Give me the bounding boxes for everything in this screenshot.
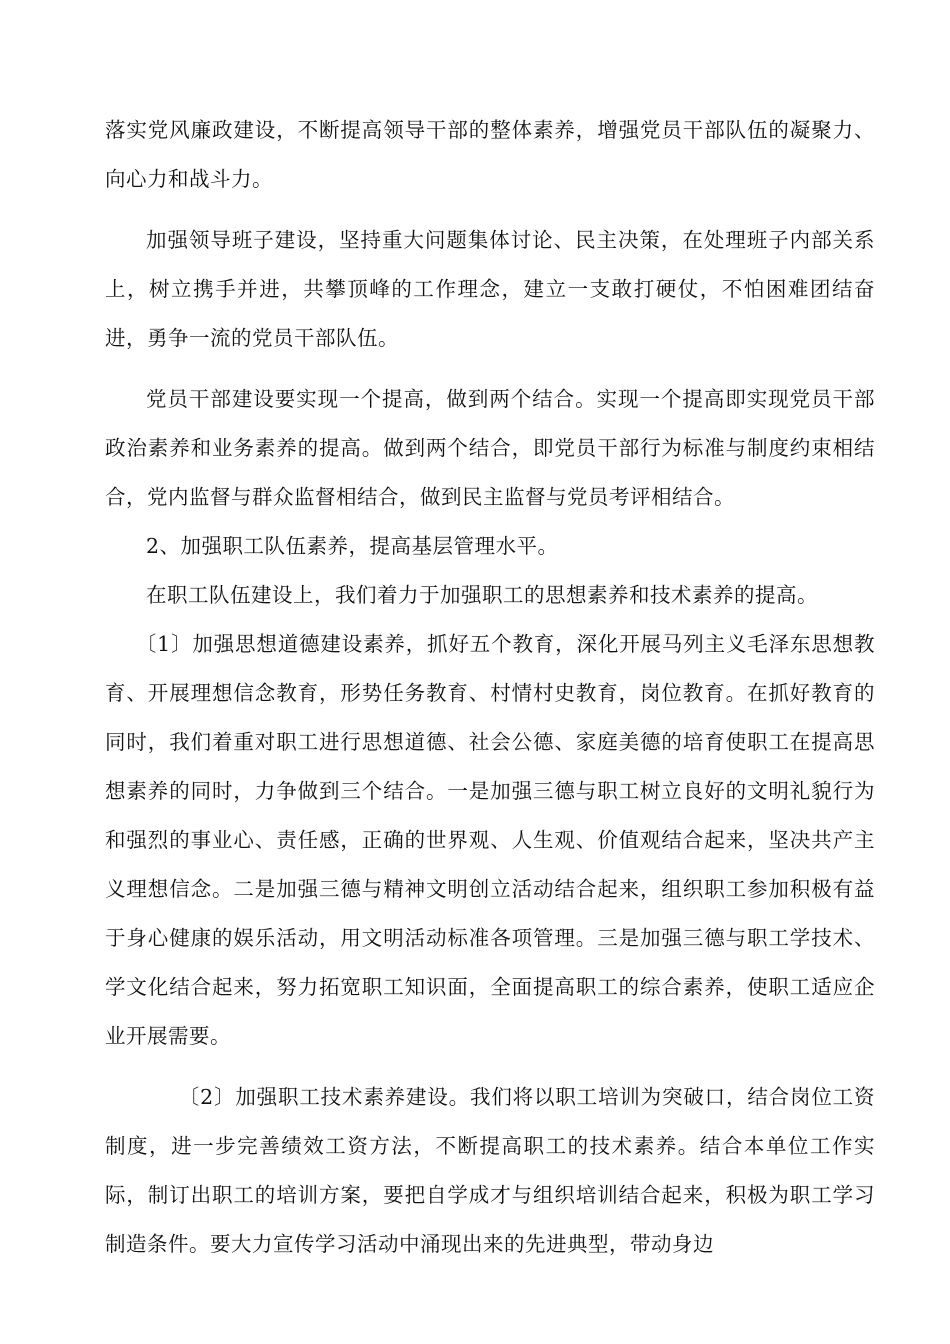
document-body <box>105 106 875 1269</box>
paragraph-5: 〔1〕加强思想道德建设素养，抓好五个教育，深化开展马列主义毛泽东思想教育、开展理想信念教育，形势任务教育、村情村史教育，岗位教育。在抓好教育的同时，我们着重对职工进行思想道德、社会公德、家庭美德的培育使职工在提高思想素养的同时，力争做到三个结合。一是加强三德与职工树立良好的文明礼貌行为和强烈的事业心、责任感，正确的世界观、人生观、价值观结合起来，坚决共产主义理想信念。二是加强三德与精神文明创立活动结合起来，组织职工参加积极有益于身心健康的娱乐活动，用文明活动标准各项管理。三是加强三德与职工学技术、学文化结合起来，努力拓宽职工知识面，全面提高职工的综合素养，使职工适应企业开展需要。 <box>105 632 875 1048</box>
paragraph-6: 〔2〕加强职工技术素养建设。我们将以职工培训为突破口，结合岗位工资制度，进一步完善绩效工资方法，不断提高职工的技术素养。结合本单位工作实际，制订出职工的培训方案，要把自学成才与组织培训结合起来，积极为职工学习制造条件。要大力宣传学习活动中涌现出来的先进典型，带动身边 <box>105 1085 875 1256</box>
paragraph-3: 党员干部建设要实现一个提高，做到两个结合。实现一个提高即实现党员干部政治素养和业务素养的提高。做到两个结合，即党员干部行为标准与制度约束相结合，党内监督与群众监督相结合，做到民主监督与党员考评相结合。 <box>105 387 875 509</box>
paragraph-4: 在职工队伍建设上，我们着力于加强职工的思想素养和技术素养的提高。 <box>146 583 818 607</box>
paragraph-2: 加强领导班子建设，坚持重大问题集体讨论、民主决策，在处理班子内部关系上，树立携手并进，共攀顶峰的工作理念，建立一支敢打硬仗，不怕困难团结奋进，勇争一流的党员干部队伍。 <box>105 228 875 350</box>
paragraph-1: 落实党风廉政建设，不断提高领导干部的整体素养，增强党员干部队伍的凝聚力、向心力和战斗力。 <box>105 118 875 191</box>
section-heading: 2、加强职工队伍素养，提高基层管理水平。 <box>146 534 559 558</box>
